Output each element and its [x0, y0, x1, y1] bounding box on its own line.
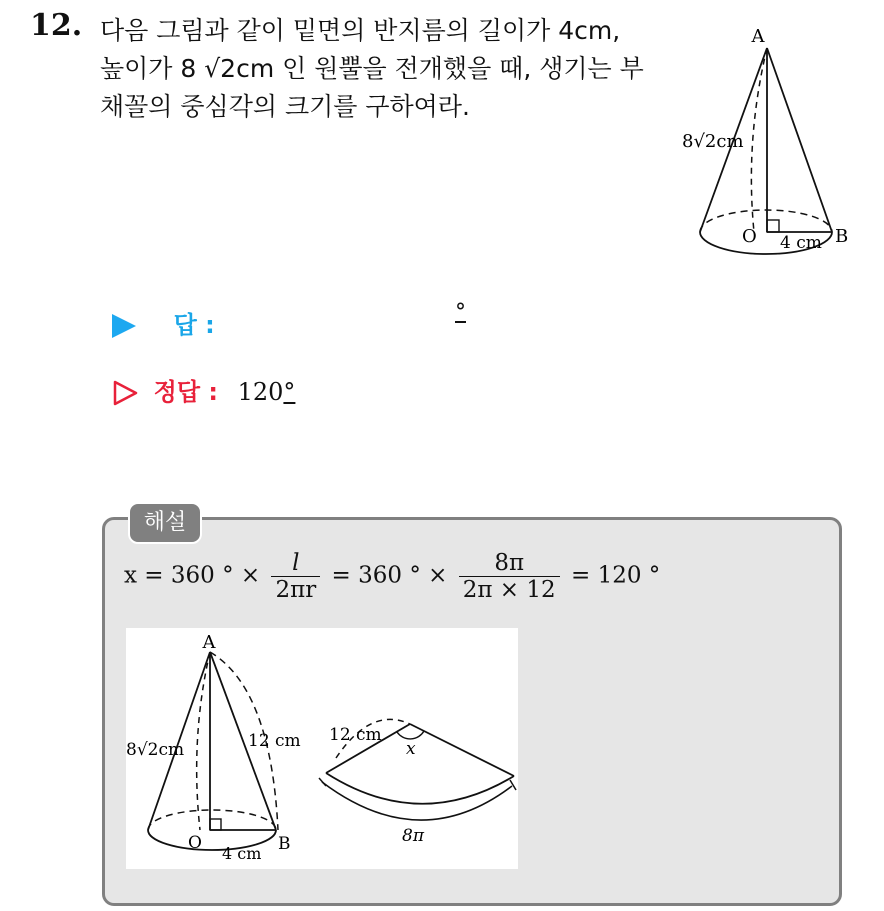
sol-radius-label: 4 cm — [222, 844, 262, 863]
sol-slant-label: 12 cm — [248, 731, 301, 751]
arc-brace-right-tick — [510, 780, 516, 790]
central-angle-arc — [397, 731, 424, 739]
fraction-2-numerator: 8π — [459, 550, 560, 577]
angle-label: x — [406, 739, 416, 759]
correct-label: 정답 : — [153, 378, 218, 406]
height-brace — [751, 48, 767, 232]
fraction-2-denominator: 2π × 12 — [462, 577, 556, 603]
formula-rhs: = 120 ° — [570, 562, 661, 589]
fraction-2 — [459, 550, 560, 603]
correct-value — [238, 378, 296, 406]
arc-length-brace — [322, 782, 512, 820]
sol-center-label: O — [188, 833, 202, 853]
question-number: 12. — [30, 8, 83, 43]
sector-radius-label: 12 cm — [329, 725, 382, 745]
sector-arc — [326, 773, 514, 804]
right-angle-mark — [767, 220, 779, 232]
correct-answer-row — [112, 372, 295, 407]
cone-figure — [670, 20, 870, 270]
formula-middle: = 360 ° × — [331, 562, 448, 589]
answer-row — [112, 305, 215, 340]
arc-brace-left-tick — [319, 778, 326, 786]
correct-degree: ° — [283, 378, 296, 406]
outline-play-icon — [112, 380, 138, 406]
sol-height-brace — [197, 652, 210, 830]
radius-label: 4 cm — [780, 233, 822, 253]
base-back-arc — [700, 210, 832, 232]
arc-length-label: 8π — [402, 826, 424, 846]
sol-apex-label: A — [202, 632, 216, 653]
question-text — [100, 12, 660, 126]
question-line-1: 다음 그림과 같이 밑면의 반지름의 길이가 4cm, — [100, 16, 621, 45]
apex-label: A — [751, 26, 765, 47]
formula-lhs: x = 360 ° × — [124, 562, 261, 589]
fraction-1-denominator: 2πr — [275, 577, 317, 603]
solution-figure — [126, 628, 518, 869]
height-label: 8√2cm — [682, 131, 744, 152]
answer-label: 답 : — [173, 311, 215, 339]
center-label: O — [742, 226, 757, 247]
question-line-2: 높이가 8 √2cm 인 원뿔을 전개했을 때, 생기는 부 — [100, 54, 644, 83]
play-icon — [112, 314, 136, 338]
sector-right-radius — [410, 724, 514, 776]
sol-right-angle-mark — [210, 819, 221, 830]
answer-blank[interactable]: ° — [455, 300, 466, 325]
solution-badge: 해설 — [128, 502, 202, 544]
sol-point-b-label: B — [278, 834, 291, 854]
fraction-1 — [271, 550, 320, 603]
sol-height-label: 8√2cm — [126, 740, 185, 760]
solution-formula — [124, 550, 660, 620]
point-b-label: B — [835, 226, 849, 247]
question-line-3: 채꼴의 중심각의 크기를 구하여라. — [100, 92, 470, 121]
correct-number: 120 — [237, 378, 284, 406]
cone-right-edge — [767, 48, 832, 232]
sol-base-back-arc — [148, 810, 276, 830]
fraction-1-numerator: l — [271, 550, 320, 577]
